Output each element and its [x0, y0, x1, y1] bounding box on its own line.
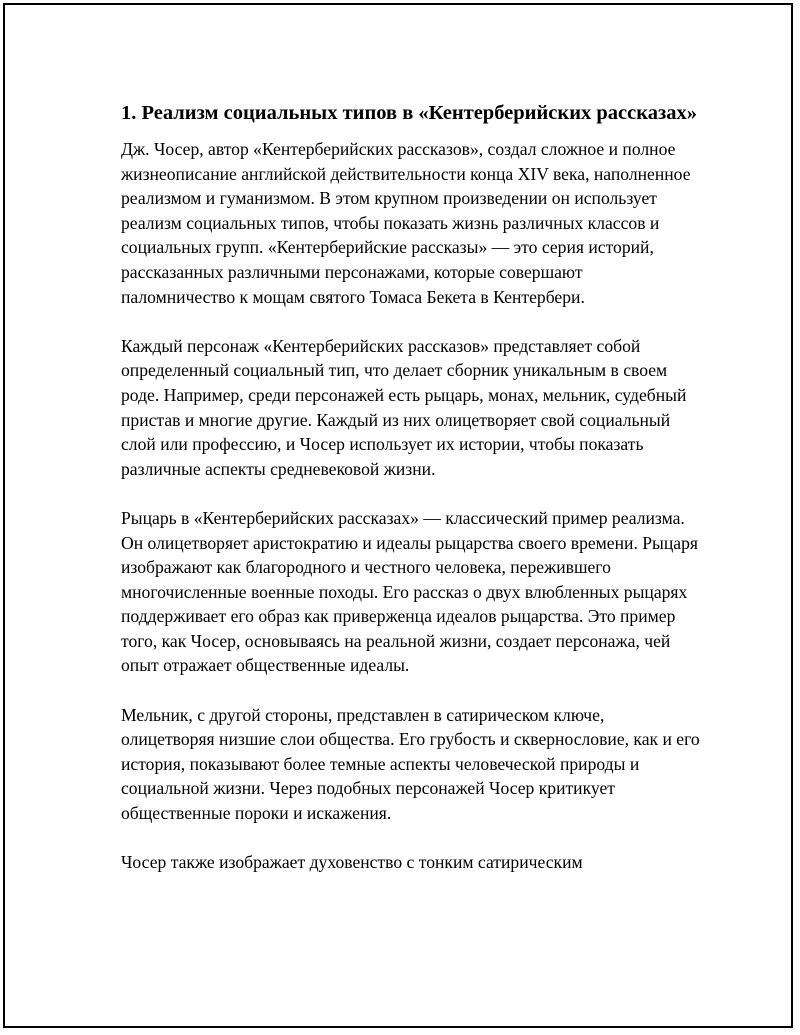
paragraph: Дж. Чосер, автор «Кентерберийских рассказов», создал сложное и полное жизнеописание английской действительности конца XIV века, наполненное реализмом и гуманизмом. В этом крупном произведении он использует реализм социальных типов, чтобы показать жизнь различных классов и социальных групп. «Кентерберийские рассказы» — это серия историй, рассказанных различными персонажами, которые совершают паломничество к мощам святого Томаса Бекета в Кентербери. — [121, 139, 691, 307]
paragraph: Каждый персонаж «Кентерберийских рассказов» представляет собой определенный социальный тип, что делает сборник уникальным в своем роде. Например, среди персонажей есть рыцарь, монах, мельник, судебный пристав и многие другие. Каждый из них олицетворяет свой социальный слой или профессию, и Чосер использует их истории, чтобы показать различные аспекты средневековой жизни. — [121, 335, 687, 479]
page-frame — [3, 3, 793, 1028]
paragraph: Мельник, с другой стороны, представлен в сатирическом ключе, олицетворяя низшие слои общества. Его грубость и сквернословие, как и его история, показывают более темные аспекты человеческой природы и социальной жизни. Через подобных персонажей Чосер критикует общественные пороки и искажения. — [121, 704, 700, 824]
paragraph: Рыцарь в «Кентерберийских рассказах» — классический пример реализма. Он олицетворяет аристократию и идеалы рыцарства своего времени. Рыцаря изображают как благородного и честного человека, пережившего многочисленные военные походы. Его рассказ о двух влюбленных рыцарях поддерживает его образ как приверженца идеалов рыцарства. Это пример того, как Чосер, основываясь на реальной жизни, создает персонажа, чей опыт отражает общественные идеалы. — [121, 507, 698, 676]
document-body — [121, 99, 701, 899]
section-heading: 1. Реализм социальных типов в «Кентерберийских рассказах» — [121, 102, 697, 124]
paragraph: Чосер также изображает духовенство с тонким сатирическим — [121, 852, 583, 873]
